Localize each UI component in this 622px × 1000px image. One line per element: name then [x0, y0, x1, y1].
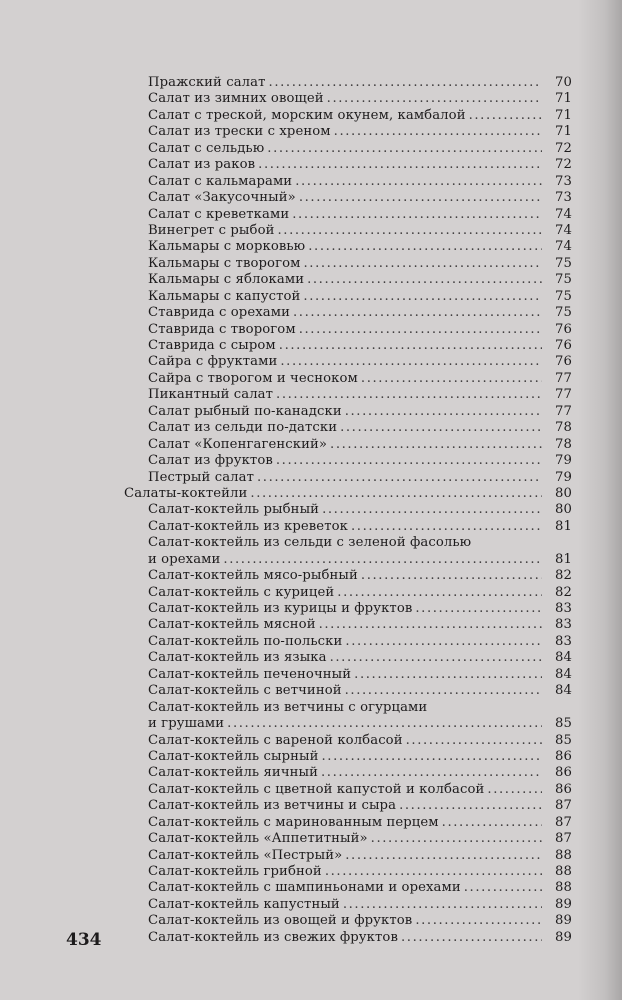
toc-page-number: 75 — [555, 288, 572, 304]
dot-leader — [292, 207, 542, 223]
toc-entry-title: Ставрида с творогом — [148, 321, 296, 337]
dot-leader — [442, 815, 542, 831]
toc-entry-title: Салат-коктейль из ветчины с огурцами — [148, 699, 428, 715]
toc-entry-title: Пражский салат — [148, 75, 266, 90]
toc-entry-title: Салат-коктейль с шампиньонами и орехами — [148, 880, 461, 896]
toc-page-number: 88 — [555, 847, 572, 863]
dot-leader — [299, 322, 542, 338]
dot-leader — [303, 289, 542, 305]
toc-entry-title: Салат «Закусочный» — [148, 190, 296, 206]
toc-page-number: 83 — [555, 633, 572, 649]
toc-page-number: 80 — [555, 502, 572, 518]
dot-leader — [280, 354, 542, 370]
toc-entry-title: Ставрида с сыром — [148, 338, 276, 353]
toc-entry-title: Салат рыбный по-канадски — [148, 403, 342, 419]
toc-page-number: 76 — [555, 338, 572, 353]
toc-entry — [124, 75, 572, 91]
toc-entry — [124, 782, 572, 798]
toc-entry — [124, 453, 572, 469]
toc-page-number: 74 — [555, 222, 572, 238]
toc-page-number: 82 — [555, 584, 572, 600]
dot-leader — [330, 650, 542, 666]
dot-leader — [354, 667, 542, 683]
toc-entry — [124, 256, 572, 272]
toc-page-number: 86 — [555, 765, 572, 781]
dot-leader — [340, 420, 542, 436]
dot-leader — [250, 486, 542, 502]
dot-leader — [227, 716, 542, 732]
toc-entry-title: Салат «Копенгагенский» — [148, 436, 328, 452]
toc-entry-title: Пикантный салат — [148, 387, 274, 403]
page-edge-shadow — [578, 0, 622, 1000]
toc-entry — [124, 765, 572, 781]
toc-entry-title: Салат-коктейль из свежих фруктов — [148, 929, 398, 945]
toc-entry — [124, 404, 572, 420]
toc-entry — [124, 831, 572, 847]
dot-leader — [258, 157, 542, 173]
toc-entry-title: Пестрый салат — [148, 469, 254, 485]
toc-entry — [124, 354, 572, 370]
dot-leader — [330, 437, 542, 453]
toc-entry-title: Салат-коктейль рыбный — [148, 502, 320, 518]
dot-leader — [469, 108, 542, 124]
dot-leader — [345, 848, 542, 864]
toc-page-number: 76 — [555, 321, 572, 337]
toc-page-number: 88 — [555, 864, 572, 879]
toc-page-number: 81 — [555, 518, 572, 534]
dot-leader — [371, 831, 542, 847]
toc-page-number: 87 — [555, 798, 572, 814]
toc-entry — [124, 108, 572, 124]
toc-page-number: 77 — [555, 387, 572, 403]
toc-page-number: 75 — [555, 305, 572, 321]
toc-entry — [124, 716, 572, 732]
dot-leader — [401, 930, 542, 946]
toc-entry — [124, 305, 572, 321]
dot-leader — [295, 174, 542, 190]
toc-entry-title: Кальмары с капустой — [148, 288, 301, 304]
toc-entry — [124, 667, 572, 683]
toc-entry — [124, 322, 572, 338]
toc-page-number: 71 — [555, 124, 572, 140]
dot-leader — [361, 371, 542, 387]
dot-leader — [299, 190, 542, 206]
toc-entry — [124, 650, 572, 666]
toc-page-number: 79 — [555, 453, 572, 469]
dot-leader — [304, 256, 542, 272]
dot-leader — [464, 880, 542, 896]
toc-page-number: 72 — [555, 157, 572, 173]
toc-entry-title: Салат-коктейль с вареной колбасой — [148, 732, 403, 748]
dot-leader — [308, 239, 542, 255]
toc-entry — [124, 124, 572, 140]
dot-leader — [406, 733, 542, 749]
toc-page-number: 74 — [555, 239, 572, 255]
toc-entry-title: Винегрет с рыбой — [148, 222, 275, 238]
toc-entry — [124, 601, 572, 617]
toc-entry-title: Кальмары с яблоками — [148, 272, 305, 288]
dot-leader — [345, 404, 542, 420]
table-of-contents — [124, 75, 572, 946]
toc-entry — [124, 272, 572, 288]
toc-page-number: 75 — [555, 255, 572, 271]
dot-leader — [307, 272, 542, 288]
toc-entry — [124, 700, 572, 716]
toc-entry-title: Кальмары с морковью — [148, 239, 306, 255]
toc-entry-title: Салат-коктейль из курицы и фруктов — [148, 601, 413, 616]
toc-page-number: 87 — [555, 814, 572, 830]
toc-page-number: 84 — [555, 650, 572, 666]
dot-leader — [415, 601, 542, 617]
toc-page-number: 72 — [555, 140, 572, 156]
toc-entry — [124, 897, 572, 913]
dot-leader — [321, 765, 542, 781]
toc-page-number: 78 — [555, 436, 572, 452]
dot-leader — [334, 124, 542, 140]
toc-entry-title: Салат-коктейль капустный — [148, 896, 340, 912]
toc-page-number: 75 — [555, 272, 572, 288]
toc-page-number: 89 — [555, 929, 572, 945]
toc-entry — [124, 880, 572, 896]
toc-entry-title: Ставрида с орехами — [148, 305, 290, 321]
dot-leader — [322, 749, 542, 765]
dot-leader — [267, 141, 542, 157]
toc-entry — [124, 338, 572, 354]
toc-entry — [124, 617, 572, 633]
toc-entry-title: Салаты-коктейли — [124, 485, 248, 501]
dot-leader — [415, 913, 542, 929]
toc-page-number: 83 — [555, 617, 572, 633]
dot-leader — [278, 223, 542, 239]
toc-entry — [124, 420, 572, 436]
toc-entry — [124, 535, 572, 551]
toc-entry — [124, 387, 572, 403]
toc-page-number: 84 — [555, 666, 572, 682]
toc-entry-title: и грушами — [148, 716, 225, 732]
toc-page-number: 71 — [555, 91, 572, 107]
dot-leader — [351, 519, 542, 535]
toc-entry — [124, 239, 572, 255]
toc-entry — [124, 223, 572, 239]
toc-entry — [124, 470, 572, 486]
toc-page-number: 79 — [555, 469, 572, 485]
dot-leader — [345, 634, 542, 650]
toc-entry-title: Сайра с фруктами — [148, 354, 278, 370]
toc-entry-title: Салат с сельдью — [148, 140, 265, 156]
toc-page-number: 76 — [555, 354, 572, 370]
toc-entry-title: Салат-коктейль мясной — [148, 617, 316, 633]
toc-entry-title: Салат из фруктов — [148, 453, 273, 469]
toc-entry — [124, 585, 572, 601]
toc-entry — [124, 568, 572, 584]
toc-entry — [124, 848, 572, 864]
toc-entry — [124, 798, 572, 814]
toc-page-number: 70 — [555, 75, 572, 90]
toc-entry-title: Салат-коктейль с курицей — [148, 584, 335, 600]
toc-section — [124, 486, 572, 502]
dot-leader — [343, 897, 542, 913]
toc-entry — [124, 91, 572, 107]
dot-leader — [319, 617, 542, 633]
toc-entry-title: Салат-коктейль «Пестрый» — [148, 847, 343, 863]
toc-entry-title: Салат-коктейль из креветок — [148, 518, 348, 534]
dot-leader — [293, 305, 542, 321]
toc-page-number: 87 — [555, 831, 572, 847]
dot-leader — [399, 798, 542, 814]
toc-page-number: 82 — [555, 568, 572, 584]
toc-entry-title: Салат-коктейль грибной — [148, 864, 322, 879]
toc-entry-title: Салат-коктейль «Аппетитный» — [148, 831, 368, 847]
toc-entry-title: Салат с креветками — [148, 206, 290, 222]
toc-entry — [124, 913, 572, 929]
page-number: 434 — [66, 930, 102, 950]
dot-leader — [337, 585, 542, 601]
toc-entry — [124, 289, 572, 305]
dot-leader — [279, 338, 542, 354]
toc-entry — [124, 749, 572, 765]
toc-page-number: 74 — [555, 206, 572, 222]
toc-page-number: 78 — [555, 420, 572, 436]
toc-entry — [124, 502, 572, 518]
toc-entry — [124, 190, 572, 206]
toc-entry-title: Салат-коктейль из сельди с зеленой фасолью — [148, 535, 472, 551]
toc-entry — [124, 207, 572, 223]
dot-leader — [223, 552, 542, 568]
dot-leader — [325, 864, 542, 880]
toc-page-number: 80 — [555, 485, 572, 501]
toc-entry-title: Салат-коктейль из ветчины и сыра — [148, 798, 397, 814]
toc-entry-title: Салат-коктейль по-польски — [148, 633, 343, 649]
toc-entry-title: Салат с кальмарами — [148, 173, 293, 189]
toc-page-number: 77 — [555, 370, 572, 386]
dot-leader — [361, 568, 542, 584]
dot-leader — [257, 470, 542, 486]
toc-page-number: 86 — [555, 781, 572, 797]
toc-entry-title: Салат-коктейль сырный — [148, 748, 319, 764]
toc-entry-title: Салат-коктейль из овощей и фруктов — [148, 913, 413, 929]
dot-leader — [269, 75, 542, 91]
toc-entry-title: Салат-коктейль с маринованным перцем — [148, 814, 439, 830]
toc-page-number: 77 — [555, 403, 572, 419]
toc-page-number: 83 — [555, 601, 572, 616]
toc-page-number: 89 — [555, 896, 572, 912]
toc-page-number: 81 — [555, 551, 572, 567]
toc-entry — [124, 371, 572, 387]
toc-entry-title: и орехами — [148, 551, 221, 567]
toc-entry — [124, 519, 572, 535]
toc-entry — [124, 437, 572, 453]
dot-leader — [487, 782, 542, 798]
toc-page-number: 84 — [555, 683, 572, 699]
toc-page-number: 73 — [555, 173, 572, 189]
toc-entry-title: Салат-коктейль с цветной капустой и колбасой — [148, 781, 485, 797]
toc-page-number: 85 — [555, 716, 572, 732]
toc-entry — [124, 141, 572, 157]
toc-entry — [124, 815, 572, 831]
toc-entry — [124, 683, 572, 699]
toc-entry-title: Кальмары с творогом — [148, 255, 301, 271]
dot-leader — [345, 683, 542, 699]
dot-leader — [276, 387, 542, 403]
toc-entry-title: Салат-коктейль с ветчиной — [148, 683, 342, 699]
toc-entry-title: Салат-коктейль яичный — [148, 765, 319, 781]
toc-page-number: 86 — [555, 748, 572, 764]
toc-entry — [124, 864, 572, 880]
toc-page-number: 71 — [555, 107, 572, 123]
toc-page-number: 85 — [555, 732, 572, 748]
toc-entry — [124, 552, 572, 568]
toc-entry — [124, 174, 572, 190]
toc-entry — [124, 930, 572, 946]
toc-entry-title: Салат с треской, морским окунем, камбалой — [148, 107, 466, 123]
toc-page-number: 89 — [555, 913, 572, 929]
toc-entry-title: Салат-коктейль печеночный — [148, 666, 352, 682]
toc-entry — [124, 733, 572, 749]
dot-leader — [276, 453, 542, 469]
toc-entry-title: Салат-коктейль мясо-рыбный — [148, 568, 358, 584]
toc-entry — [124, 634, 572, 650]
dot-leader — [327, 91, 542, 107]
toc-page-number: 88 — [555, 880, 572, 896]
toc-entry-title: Салат из сельди по-датски — [148, 420, 338, 436]
toc-entry-title: Салат из зимних овощей — [148, 91, 324, 107]
toc-entry-title: Сайра с творогом и чесноком — [148, 370, 358, 386]
dot-leader — [322, 502, 542, 518]
toc-entry-title: Салат из раков — [148, 157, 256, 173]
toc-entry-title: Салат-коктейль из языка — [148, 650, 327, 666]
toc-page-number: 73 — [555, 190, 572, 206]
toc-entry — [124, 157, 572, 173]
toc-entry-title: Салат из трески с хреном — [148, 124, 331, 140]
